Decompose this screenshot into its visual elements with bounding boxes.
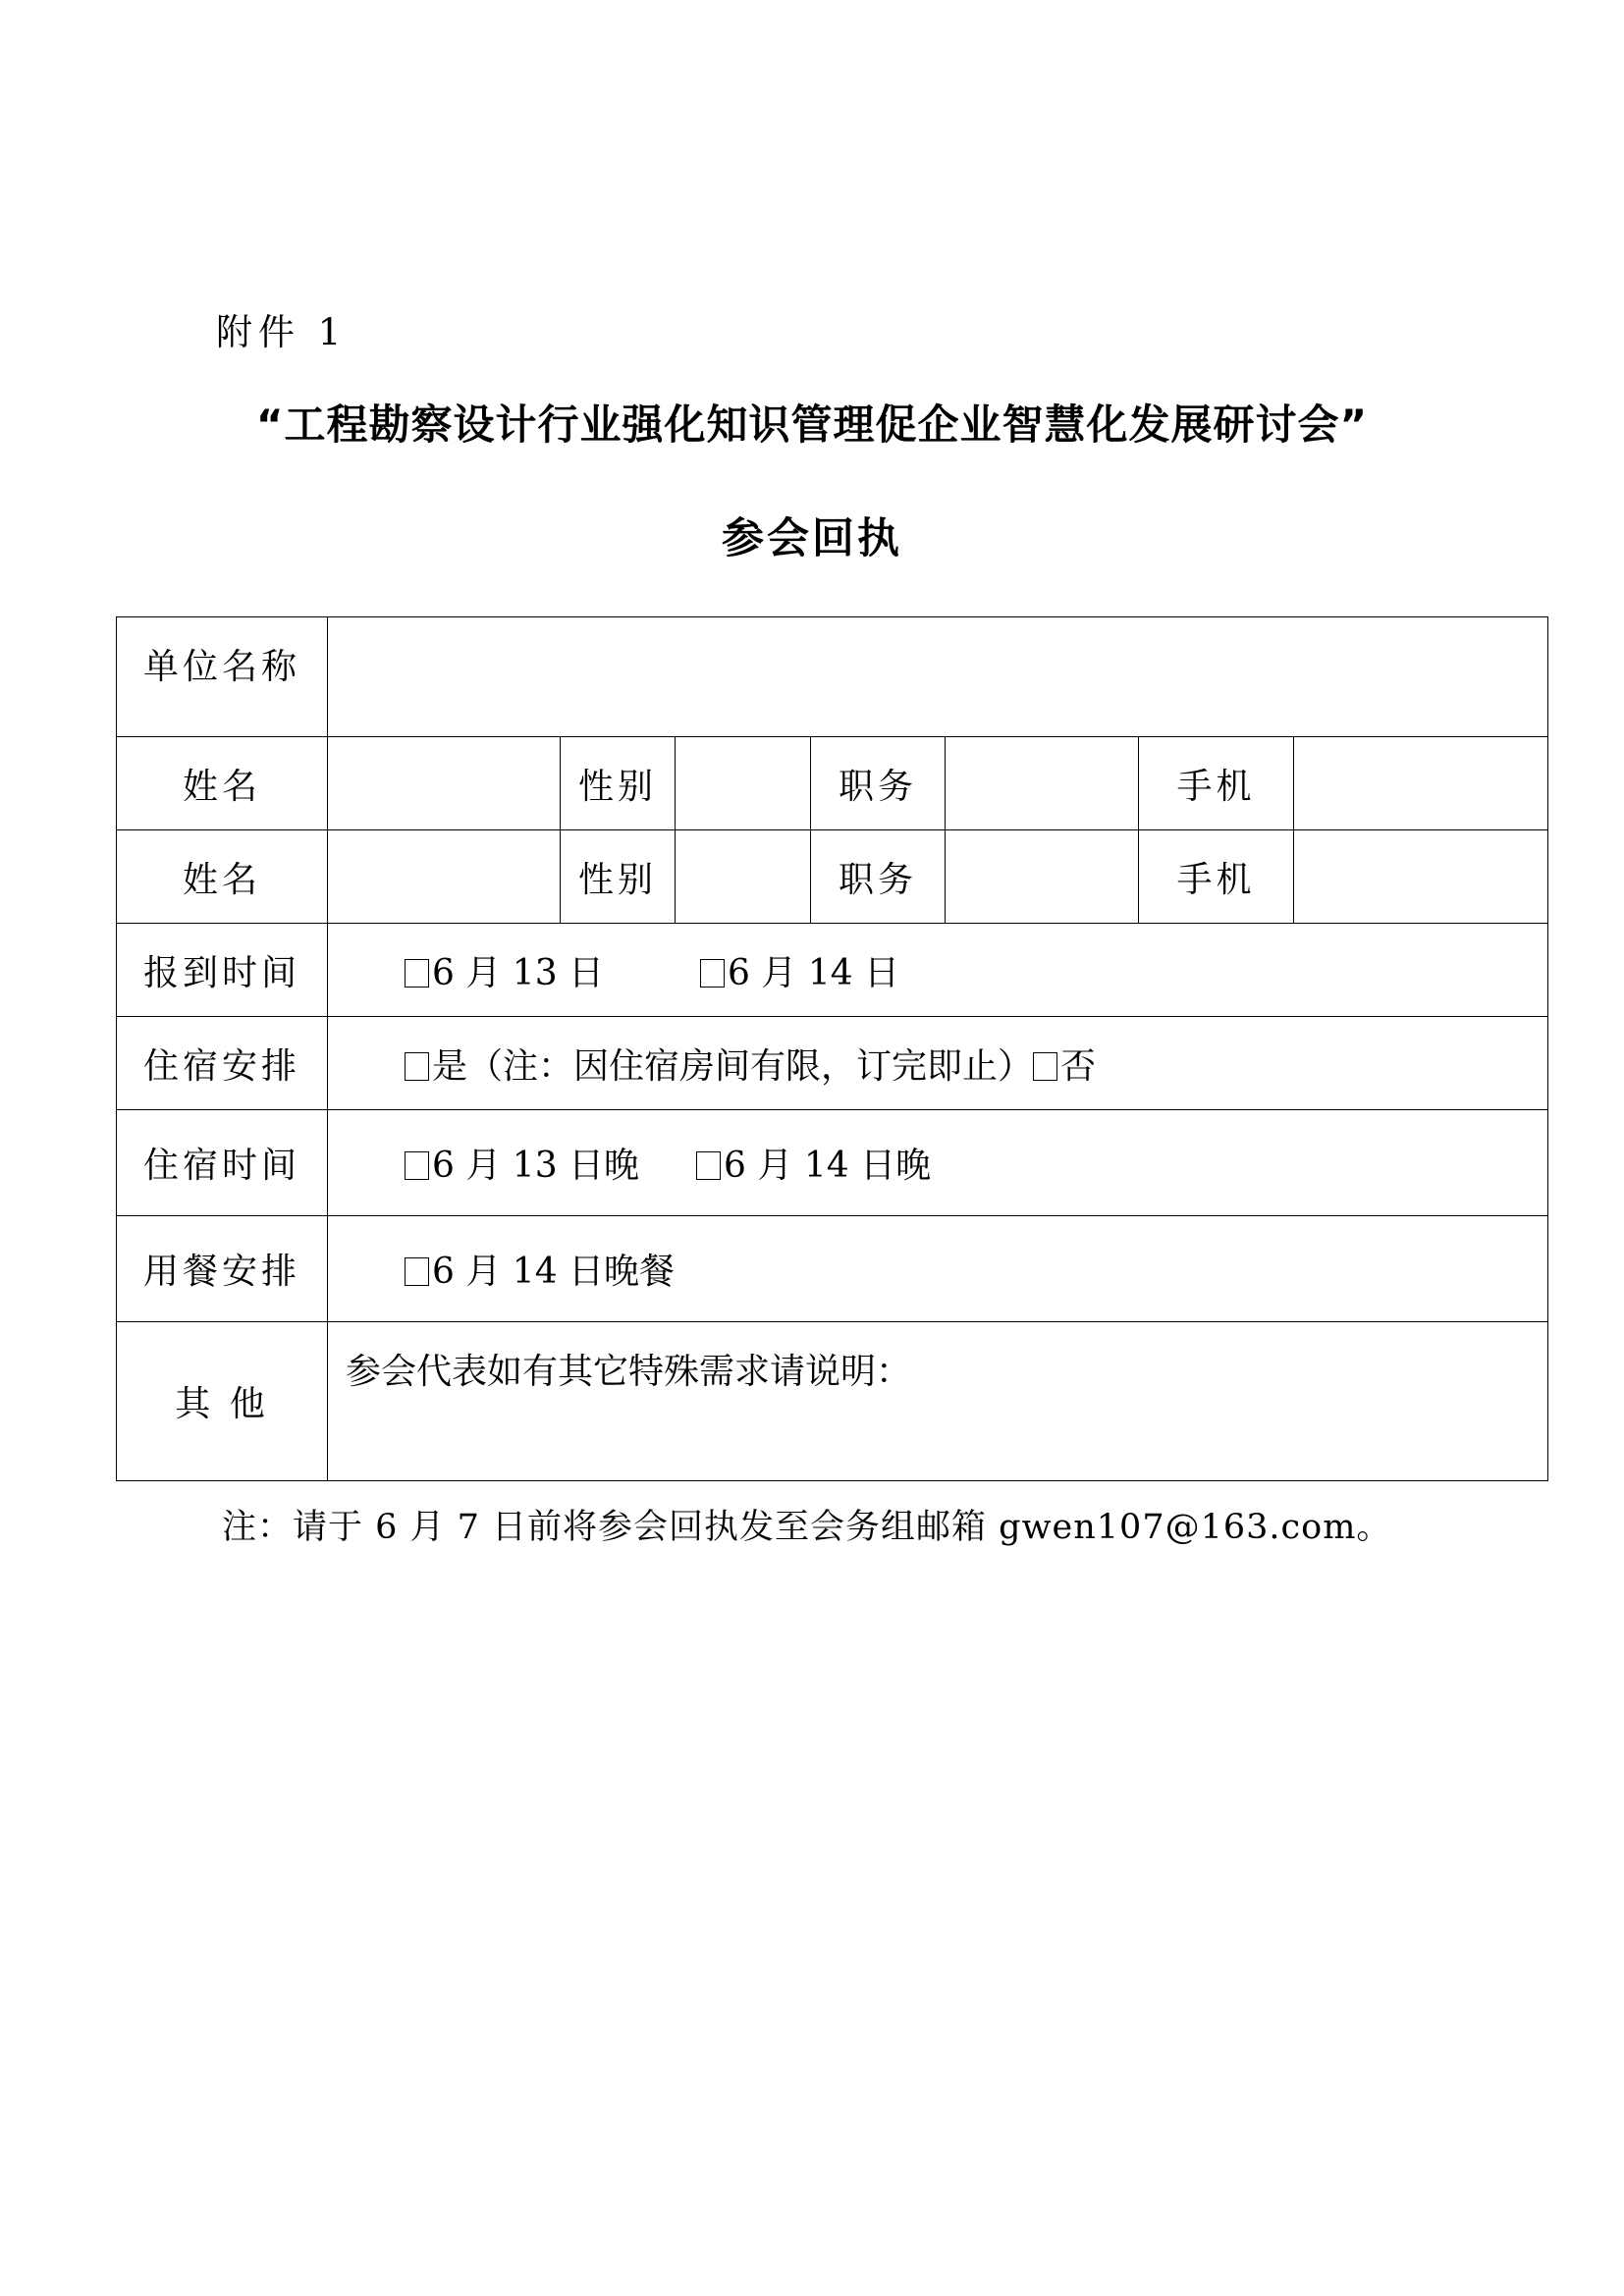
attendee-row-1 <box>117 737 1548 830</box>
lodging-time-options <box>328 1110 1548 1216</box>
page-title: “工程勘察设计行业强化知识管理促企业智慧化发展研讨会” <box>255 400 1369 449</box>
phone-label: 手机 <box>1139 737 1294 830</box>
lodging-june13-label: 6 月 13 日晚 <box>432 1146 640 1186</box>
footer-note: 注：请于 6 月 7 日前将参会回执发至会务组邮箱 gwen107@163.com。 <box>222 1508 1392 1547</box>
meal-june14-checkbox[interactable] <box>405 1257 429 1286</box>
checkin-june13-checkbox[interactable] <box>405 959 429 988</box>
position-label: 职务 <box>811 830 946 924</box>
checkin-row <box>117 924 1548 1017</box>
checkin-label: 报到时间 <box>117 924 328 1017</box>
checkin-june14-label: 6 月 14 日 <box>728 952 900 993</box>
name-input-cell[interactable] <box>328 830 561 924</box>
lodging-time-row <box>117 1110 1548 1216</box>
attendee-row-2 <box>117 830 1548 924</box>
meal-label: 用餐安排 <box>117 1216 328 1322</box>
lodging-no-checkbox[interactable] <box>1033 1052 1057 1081</box>
other-request-field[interactable]: 参会代表如有其它特殊需求请说明： <box>328 1322 1548 1481</box>
unit-row <box>117 617 1548 737</box>
checkin-options <box>328 924 1548 1017</box>
lodging-time-label: 住宿时间 <box>117 1110 328 1216</box>
meal-june14-label: 6 月 14 日晚餐 <box>432 1252 676 1292</box>
position-label: 职务 <box>811 737 946 830</box>
name-label: 姓名 <box>117 737 328 830</box>
unit-input-cell[interactable] <box>328 617 1548 737</box>
phone-input-cell[interactable] <box>1294 737 1548 830</box>
lodging-june13-checkbox[interactable] <box>405 1151 429 1180</box>
gender-input-cell[interactable] <box>676 737 811 830</box>
lodging-yes-label: 是（注：因住宿房间有限，订完即止） <box>432 1045 1034 1087</box>
lodging-june14-label: 6 月 14 日晚 <box>724 1146 932 1186</box>
form-subtitle: 参会回执 <box>722 514 902 563</box>
lodging-june14-checkbox[interactable] <box>696 1151 721 1180</box>
phone-input-cell[interactable] <box>1294 830 1548 924</box>
other-label: 其 他 <box>117 1322 328 1481</box>
gender-label: 性别 <box>561 737 676 830</box>
lodging-yes-checkbox[interactable] <box>405 1052 429 1081</box>
gender-label: 性别 <box>561 830 676 924</box>
checkin-june14-checkbox[interactable] <box>700 959 725 988</box>
name-label: 姓名 <box>117 830 328 924</box>
lodging-no-label: 否 <box>1060 1045 1097 1087</box>
lodging-label: 住宿安排 <box>117 1017 328 1110</box>
phone-label: 手机 <box>1139 830 1294 924</box>
gender-input-cell[interactable] <box>676 830 811 924</box>
lodging-options <box>328 1017 1548 1110</box>
position-input-cell[interactable] <box>946 737 1139 830</box>
attachment-label: 附件 1 <box>216 311 348 353</box>
other-row <box>117 1322 1548 1481</box>
lodging-row <box>117 1017 1548 1110</box>
checkin-june13-label: 6 月 13 日 <box>432 952 605 993</box>
name-input-cell[interactable] <box>328 737 561 830</box>
position-input-cell[interactable] <box>946 830 1139 924</box>
meal-options <box>328 1216 1548 1322</box>
registration-form-table <box>116 616 1548 1481</box>
meal-row <box>117 1216 1548 1322</box>
unit-label: 单位名称 <box>117 617 328 737</box>
